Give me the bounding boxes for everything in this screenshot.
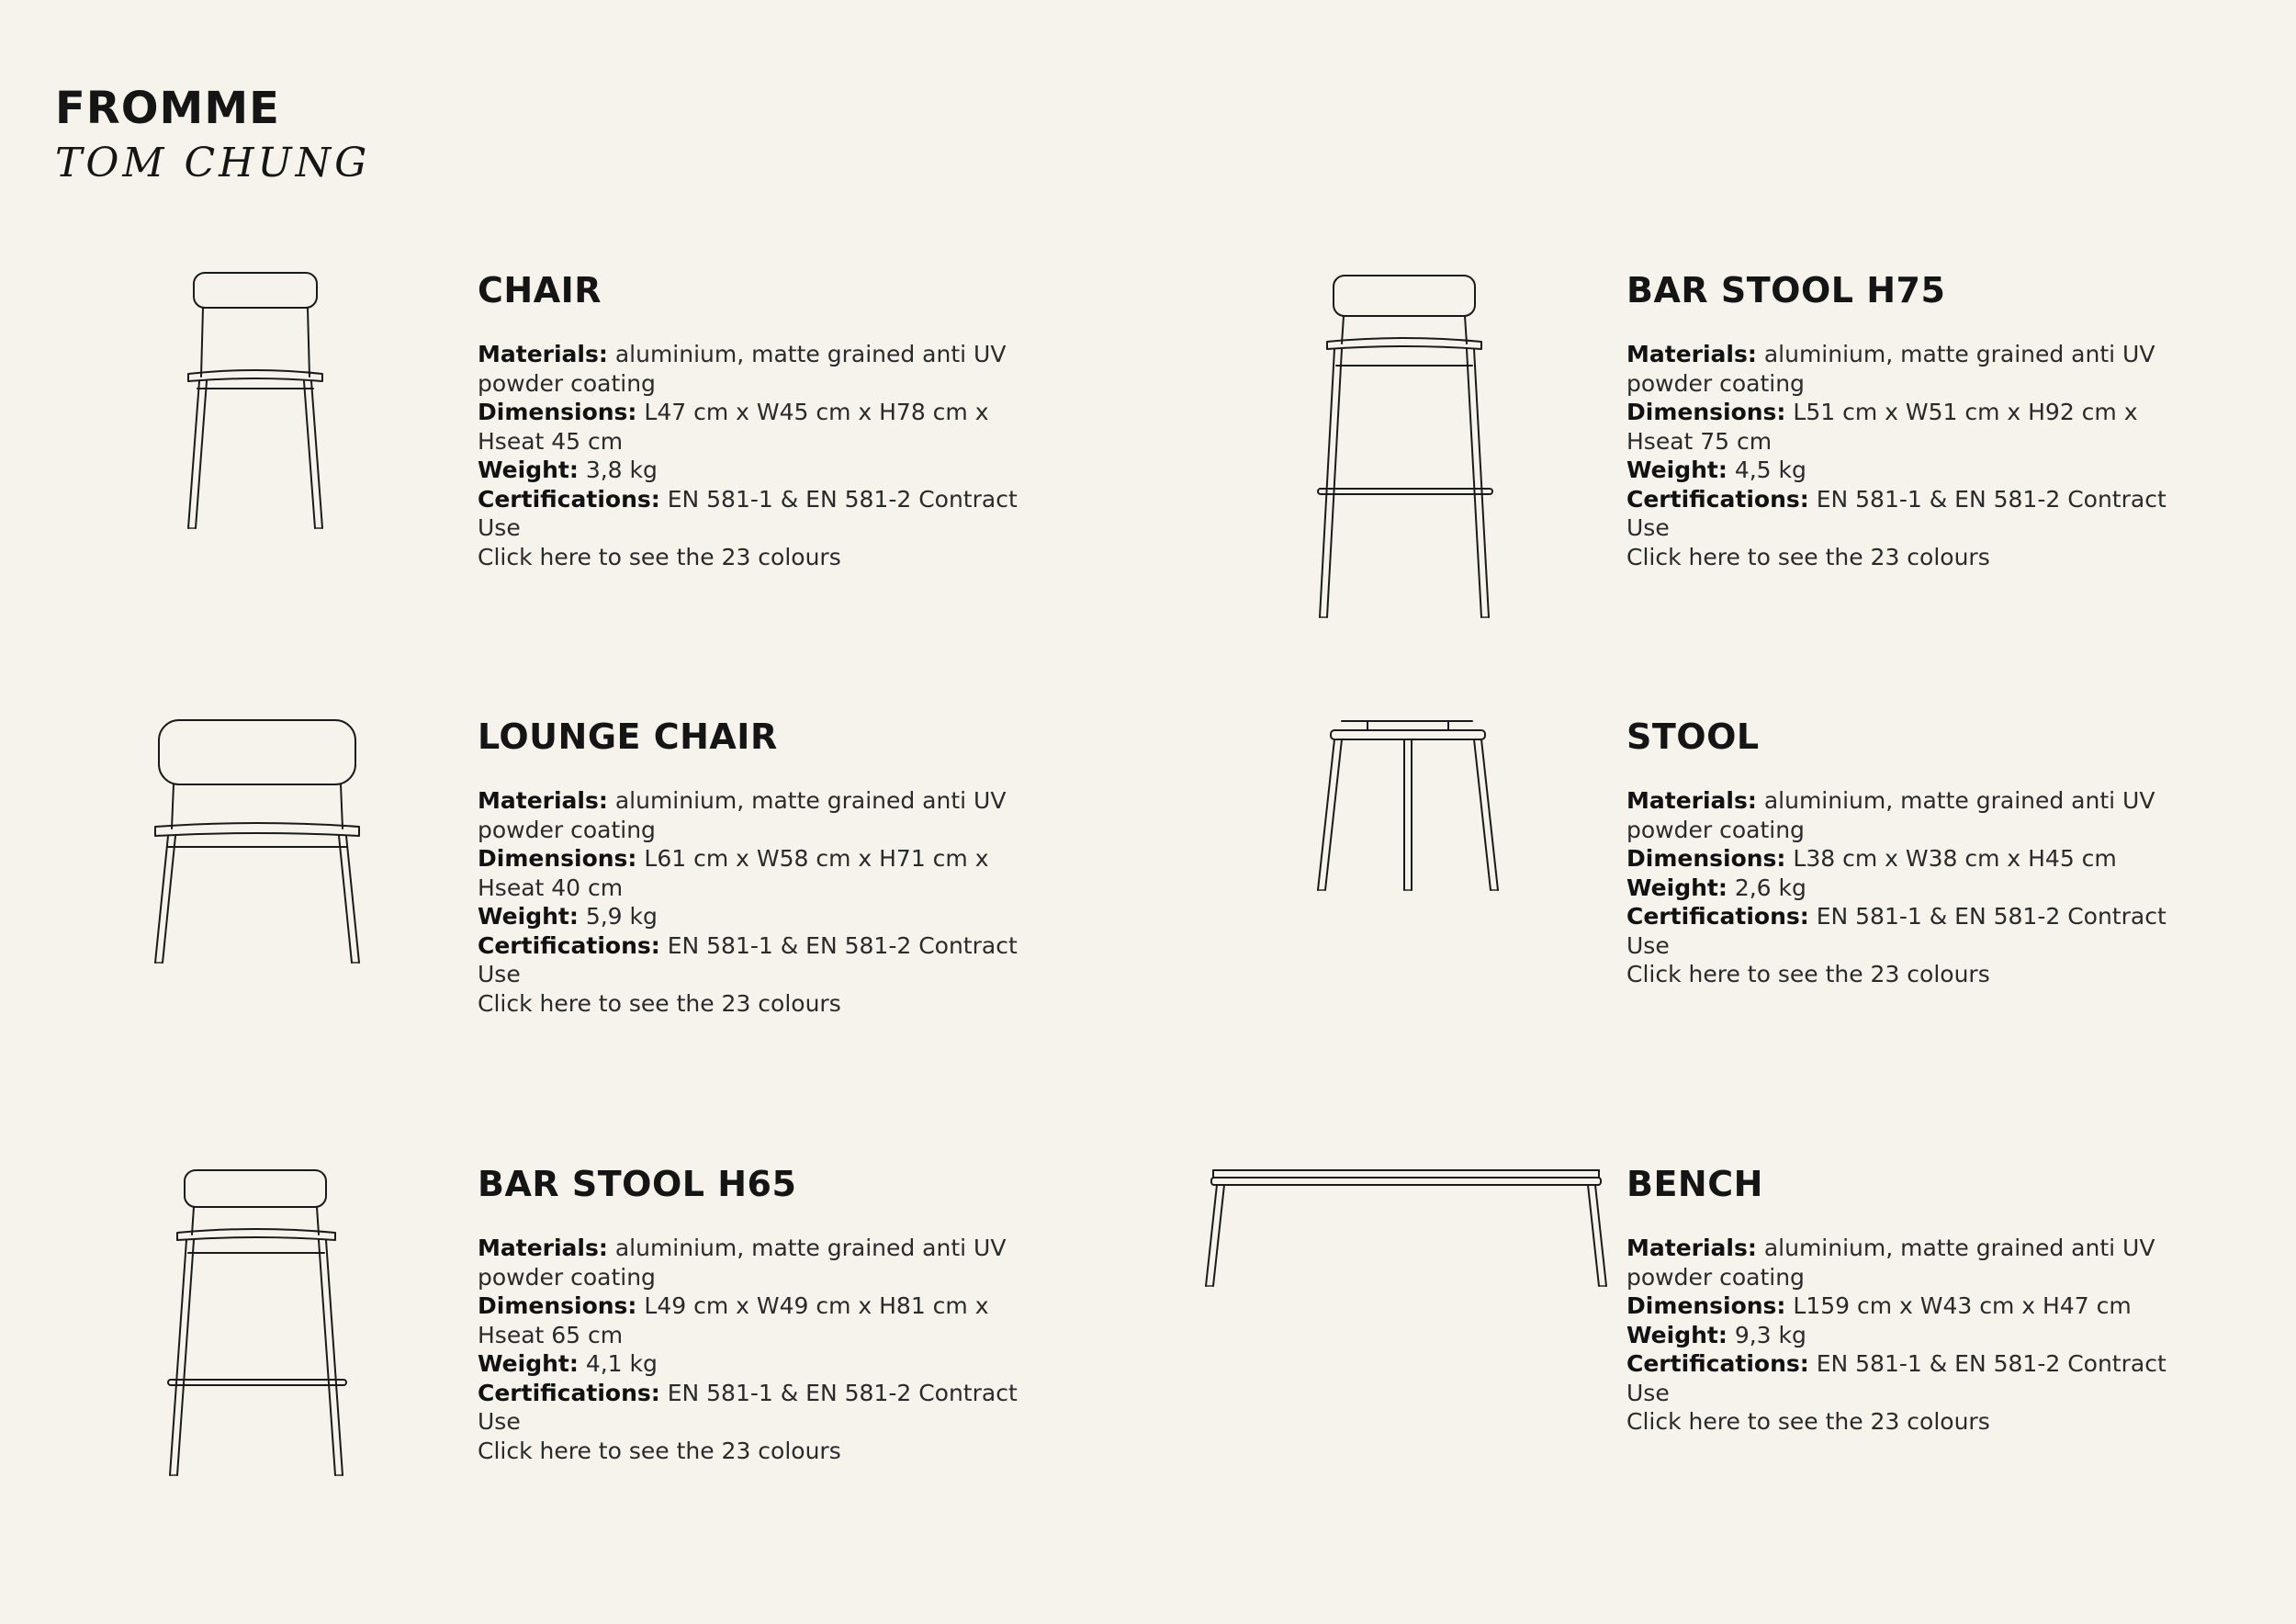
dimensions-label: Dimensions: (1626, 1292, 1786, 1319)
certifications-label: Certifications: (478, 1379, 660, 1406)
weight-value: 9,3 kg (1734, 1321, 1806, 1348)
stool-drawing (1309, 719, 1506, 894)
materials-label: Materials: (478, 341, 608, 367)
product-title: BAR STOOL H75 (1626, 270, 1946, 310)
product-title: STOOL (1626, 716, 1760, 757)
certifications-value: EN 581-1 & EN 581-2 Contract Use (1626, 485, 2167, 541)
colours-link[interactable]: Click here to see the 23 colours (478, 1437, 841, 1464)
brand-title: FROMME (55, 83, 280, 134)
materials-label: Materials: (478, 1235, 608, 1261)
dimensions-label: Dimensions: (1626, 399, 1786, 425)
dimensions-value: L51 cm x W51 cm x H92 cm x Hseat 75 cm (1626, 399, 2138, 455)
product-title: BAR STOOL H65 (478, 1164, 797, 1204)
dimensions-label: Dimensions: (1626, 845, 1786, 872)
product-specs (478, 1234, 1047, 1465)
dimensions-value: L61 cm x W58 cm x H71 cm x Hseat 40 cm (478, 845, 989, 901)
lounge-chair-drawing (152, 718, 363, 966)
weight-label: Weight: (1626, 457, 1728, 483)
certifications-value: EN 581-1 & EN 581-2 Contract Use (478, 485, 1018, 541)
dimensions-label: Dimensions: (478, 845, 637, 872)
product-title: CHAIR (478, 270, 602, 310)
dimensions-value: L38 cm x W38 cm x H45 cm (1793, 845, 2117, 872)
dimensions-value: L47 cm x W45 cm x H78 cm x Hseat 45 cm (478, 399, 989, 455)
product-title: BENCH (1626, 1164, 1763, 1204)
certifications-value: EN 581-1 & EN 581-2 Contract Use (1626, 903, 2167, 959)
product-specs (1626, 786, 2196, 989)
product-specs (478, 786, 1047, 1018)
weight-label: Weight: (478, 1350, 579, 1377)
colours-link[interactable]: Click here to see the 23 colours (478, 989, 841, 1017)
weight-label: Weight: (1626, 874, 1728, 901)
certifications-label: Certifications: (478, 931, 660, 959)
certifications-label: Certifications: (1626, 485, 1809, 513)
certifications-value: EN 581-1 & EN 581-2 Contract Use (478, 1379, 1018, 1435)
weight-value: 3,8 kg (585, 457, 658, 483)
materials-label: Materials: (1626, 787, 1757, 814)
weight-value: 2,6 kg (1734, 874, 1806, 901)
product-title: LOUNGE CHAIR (478, 716, 778, 757)
certifications-label: Certifications: (1626, 1350, 1809, 1377)
materials-value: aluminium, matte grained anti UV powder coating (1626, 341, 2155, 397)
certifications-label: Certifications: (478, 485, 660, 513)
materials-label: Materials: (1626, 341, 1757, 367)
dimensions-label: Dimensions: (478, 1292, 637, 1319)
materials-value: aluminium, matte grained anti UV powder coating (478, 341, 1007, 397)
weight-label: Weight: (478, 457, 579, 483)
weight-label: Weight: (478, 903, 579, 930)
bar-stool-h65-drawing (161, 1167, 354, 1479)
certifications-label: Certifications: (1626, 903, 1809, 930)
materials-value: aluminium, matte grained anti UV powder coating (1626, 1235, 2155, 1291)
materials-label: Materials: (1626, 1235, 1757, 1261)
colours-link[interactable]: Click here to see the 23 colours (1626, 1408, 1990, 1435)
colours-link[interactable]: Click here to see the 23 colours (478, 543, 841, 570)
dimensions-label: Dimensions: (478, 399, 637, 425)
chair-drawing (179, 271, 335, 533)
weight-value: 4,1 kg (585, 1350, 658, 1377)
materials-value: aluminium, matte grained anti UV powder coating (478, 1235, 1007, 1291)
weight-value: 5,9 kg (585, 903, 658, 930)
product-specs (478, 340, 1047, 571)
certifications-value: EN 581-1 & EN 581-2 Contract Use (478, 931, 1018, 987)
product-specs (1626, 1234, 2196, 1437)
dimensions-value: L49 cm x W49 cm x H81 cm x Hseat 65 cm (478, 1292, 989, 1348)
weight-label: Weight: (1626, 1321, 1728, 1348)
certifications-value: EN 581-1 & EN 581-2 Contract Use (1626, 1350, 2167, 1406)
product-specs (1626, 340, 2196, 571)
weight-value: 4,5 kg (1734, 457, 1806, 483)
materials-label: Materials: (478, 787, 608, 814)
materials-value: aluminium, matte grained anti UV powder coating (478, 787, 1007, 843)
designer-name: TOM CHUNG (55, 140, 371, 186)
bench-drawing (1199, 1167, 1607, 1291)
materials-value: aluminium, matte grained anti UV powder coating (1626, 787, 2155, 843)
colours-link[interactable]: Click here to see the 23 colours (1626, 961, 1990, 987)
dimensions-value: L159 cm x W43 cm x H47 cm (1793, 1292, 2132, 1319)
bar-stool-h75-drawing (1309, 274, 1502, 623)
colours-link[interactable]: Click here to see the 23 colours (1626, 543, 1990, 570)
